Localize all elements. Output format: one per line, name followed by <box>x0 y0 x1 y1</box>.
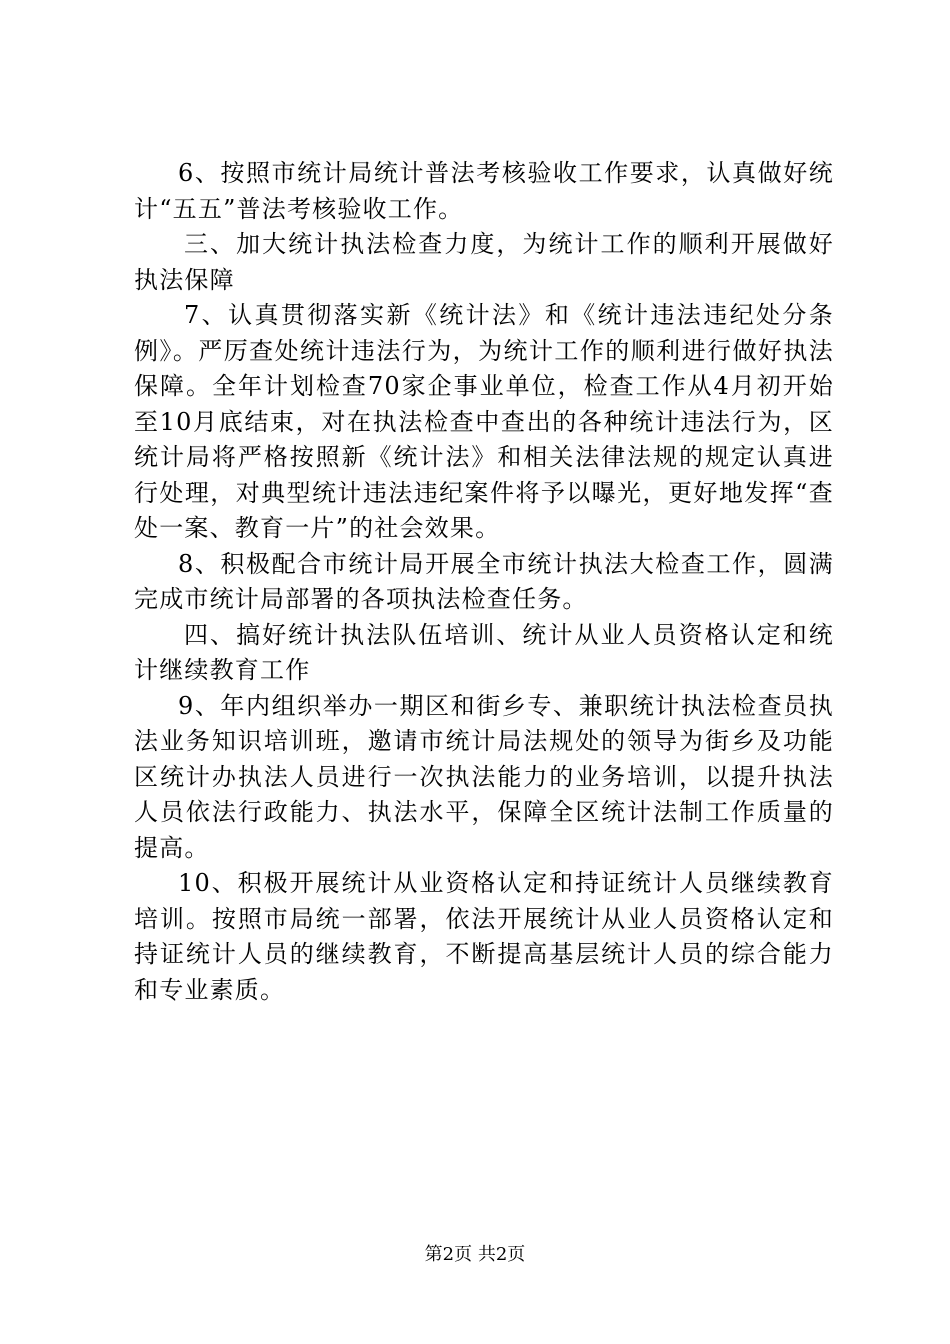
paragraph-item-9: 9、年内组织举办一期区和街乡专、兼职统计执法检查员执法业务知识培训班，邀请市统计局法规处的领导为街乡及功能区统计办执法人员进行一次执法能力的业务培训，以提升执法人员依法行政能力、执法水平，保障全区统计法制工作质量的提高。 <box>134 691 834 862</box>
document-body <box>134 156 834 1008</box>
page-footer: 第2页 共2页 <box>424 1244 526 1265</box>
paragraph-item-7: 7、认真贯彻落实新《统计法》和《统计违法违纪处分条例》。严厉查处统计违法行为，为统计工作的顺利进行做好执法保障。全年计划检查70家企事业单位，检查工作从4月初开始至10月底结束，对在执法检查中查出的各种统计违法行为，区统计局将严格按照新《统计法》和相关法律法规的规定认真进行处理，对典型统计违法违纪案件将予以曝光，更好地发挥“查处一案、教育一片”的社会效果。 <box>134 301 834 542</box>
paragraph-item-10: 10、积极开展统计从业资格认定和持证统计人员继续教育培训。按照市局统一部署，依法开展统计从业人员资格认定和持证统计人员的继续教育，不断提高基层统计人员的综合能力和专业素质。 <box>134 869 834 1004</box>
section-heading-4: 四、搞好统计执法队伍培训、统计从业人员资格认定和统计继续教育工作 <box>134 620 834 684</box>
paragraph-item-8: 8、积极配合市统计局开展全市统计执法大检查工作，圆满完成市统计局部署的各项执法检查任务。 <box>134 549 834 613</box>
paragraph-item-6: 6、按照市统计局统计普法考核验收工作要求，认真做好统计“五五”普法考核验收工作。 <box>134 159 834 223</box>
section-heading-3: 三、加大统计执法检查力度，为统计工作的顺利开展做好执法保障 <box>134 230 834 294</box>
